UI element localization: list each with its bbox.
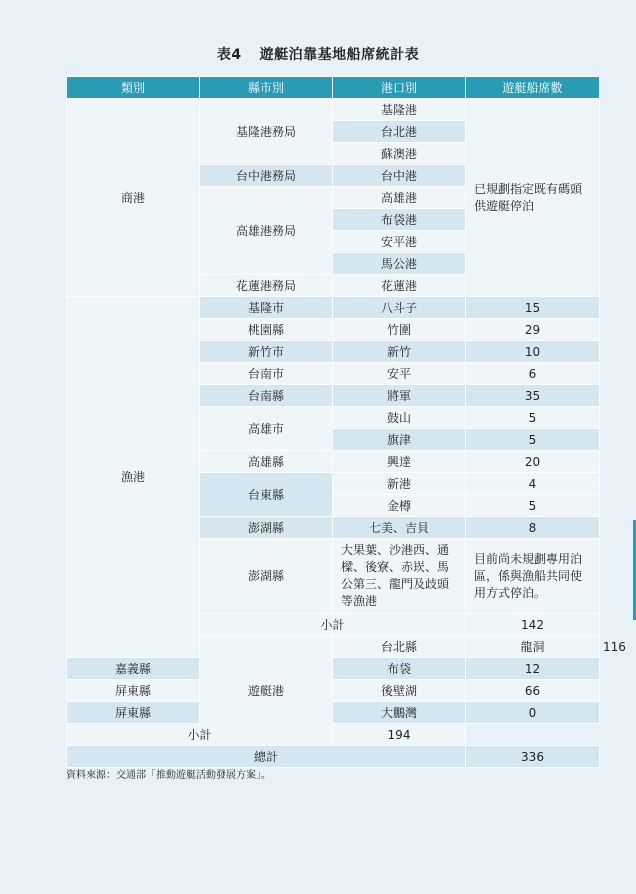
county-cell: 高雄縣 bbox=[200, 451, 333, 473]
port-cell: 竹圍 bbox=[333, 319, 466, 341]
port-cell: 馬公港 bbox=[333, 253, 466, 275]
header-berths: 遊艇船席數 bbox=[466, 77, 600, 99]
county-cell: 新竹市 bbox=[200, 341, 333, 363]
port-cell: 基隆港 bbox=[333, 99, 466, 121]
port-cell: 高雄港 bbox=[333, 187, 466, 209]
port-cell: 鼓山 bbox=[333, 407, 466, 429]
port-cell: 安平 bbox=[333, 363, 466, 385]
port-cell: 龍洞 bbox=[466, 636, 600, 658]
header-row bbox=[67, 77, 600, 99]
berths-cell: 8 bbox=[466, 517, 600, 539]
category-commercial: 商港 bbox=[67, 99, 200, 297]
county-cell: 台南市 bbox=[200, 363, 333, 385]
port-cell: 興達 bbox=[333, 451, 466, 473]
port-cell: 布袋 bbox=[333, 658, 466, 680]
header-port: 港口別 bbox=[333, 77, 466, 99]
county-cell: 台北縣 bbox=[333, 636, 466, 658]
county-cell: 高雄市 bbox=[200, 407, 333, 451]
table-row bbox=[67, 297, 600, 319]
berths-cell: 35 bbox=[466, 385, 600, 407]
total-value: 336 bbox=[466, 746, 600, 768]
berths-cell: 5 bbox=[466, 429, 600, 451]
berths-cell: 0 bbox=[466, 702, 600, 724]
berths-cell: 5 bbox=[466, 407, 600, 429]
table-title-text: 遊艇泊靠基地船席統計表 bbox=[259, 47, 420, 63]
county-cell: 台南縣 bbox=[200, 385, 333, 407]
total-row bbox=[67, 746, 600, 768]
county-cell: 基隆市 bbox=[200, 297, 333, 319]
table-number: 表4 bbox=[216, 47, 242, 63]
category-yacht: 遊艇港 bbox=[200, 636, 333, 746]
county-cell: 嘉義縣 bbox=[67, 658, 200, 680]
commercial-note: 已規劃指定既有碼頭供遊艇停泊 bbox=[466, 99, 600, 297]
bureau-cell: 基隆港務局 bbox=[200, 99, 333, 165]
port-cell: 台北港 bbox=[333, 121, 466, 143]
subtotal-label: 小計 bbox=[67, 724, 333, 746]
header-category: 類別 bbox=[67, 77, 200, 99]
port-cell: 大鵬灣 bbox=[333, 702, 466, 724]
berths-cell: 4 bbox=[466, 473, 600, 495]
subtotal-row bbox=[67, 724, 600, 746]
county-cell: 屏東縣 bbox=[67, 680, 200, 702]
subtotal-value: 194 bbox=[333, 724, 466, 746]
port-cell: 大果葉、沙港西、通樑、後寮、赤崁、馬公第三、龍門及歧頭等漁港 bbox=[333, 539, 466, 614]
port-cell: 將軍 bbox=[333, 385, 466, 407]
bureau-cell: 高雄港務局 bbox=[200, 187, 333, 275]
county-cell: 桃園縣 bbox=[200, 319, 333, 341]
port-cell: 安平港 bbox=[333, 231, 466, 253]
table-row: 遊艇港 台北縣 龍洞 116 bbox=[67, 636, 600, 658]
berths-cell: 20 bbox=[466, 451, 600, 473]
table-row bbox=[67, 680, 600, 702]
subtotal-label: 小計 bbox=[200, 614, 466, 636]
berths-cell: 12 bbox=[466, 658, 600, 680]
county-cell: 澎湖縣 bbox=[200, 517, 333, 539]
port-cell: 金樽 bbox=[333, 495, 466, 517]
county-cell: 台東縣 bbox=[200, 473, 333, 517]
berths-cell: 66 bbox=[466, 680, 600, 702]
county-cell: 屏東縣 bbox=[67, 702, 200, 724]
port-cell: 蘇澳港 bbox=[333, 143, 466, 165]
table-row bbox=[67, 99, 600, 121]
category-fishing: 漁港 bbox=[67, 297, 200, 658]
subtotal-value: 142 bbox=[466, 614, 600, 636]
table-row bbox=[67, 658, 600, 680]
port-cell: 布袋港 bbox=[333, 209, 466, 231]
berths-cell: 6 bbox=[466, 363, 600, 385]
source-note: 資料來源：交通部「推動遊艇活動發展方案」。 bbox=[66, 770, 271, 781]
berths-cell: 29 bbox=[466, 319, 600, 341]
berths-cell: 15 bbox=[466, 297, 600, 319]
port-cell: 新港 bbox=[333, 473, 466, 495]
bureau-cell: 台中港務局 bbox=[200, 165, 333, 187]
header-county: 縣市別 bbox=[200, 77, 333, 99]
berths-cell: 5 bbox=[466, 495, 600, 517]
port-cell: 七美、吉貝 bbox=[333, 517, 466, 539]
table-row bbox=[67, 702, 600, 724]
berths-cell: 10 bbox=[466, 341, 600, 363]
port-cell: 八斗子 bbox=[333, 297, 466, 319]
port-cell: 後壁湖 bbox=[333, 680, 466, 702]
total-label: 總計 bbox=[67, 746, 466, 768]
fishing-note: 目前尚未規劃專用泊區，係與漁船共同使用方式停泊。 bbox=[466, 539, 600, 614]
port-cell: 旗津 bbox=[333, 429, 466, 451]
port-cell: 新竹 bbox=[333, 341, 466, 363]
port-cell: 花蓮港 bbox=[333, 275, 466, 297]
county-cell: 澎湖縣 bbox=[200, 539, 333, 614]
table-title bbox=[0, 44, 636, 64]
bureau-cell: 花蓮港務局 bbox=[200, 275, 333, 297]
port-cell: 台中港 bbox=[333, 165, 466, 187]
berth-table bbox=[66, 76, 626, 768]
